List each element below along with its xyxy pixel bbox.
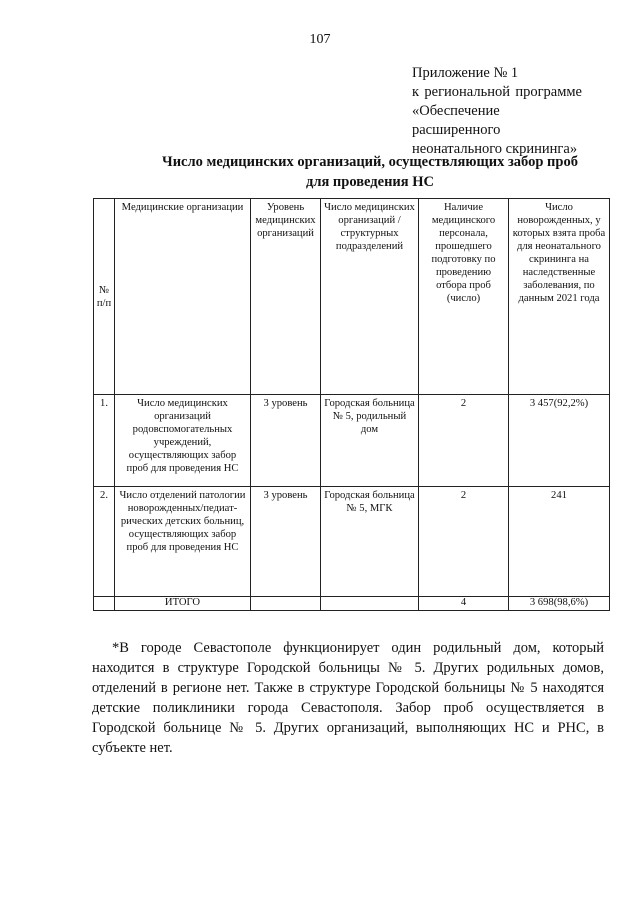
title-line-2: для проведения НС <box>305 174 435 190</box>
row-newborns: 3 457(92,2%) <box>509 395 610 487</box>
row-num: 2. <box>94 487 115 597</box>
total-count-cell <box>321 597 419 611</box>
table-row <box>94 395 610 487</box>
table-row <box>94 487 610 597</box>
row-count: Городская больница № 5, МГК <box>321 487 419 597</box>
header-organizations: Медицинские организации <box>115 199 251 395</box>
table-header-row <box>94 199 610 395</box>
row-level: 3 уровень <box>251 487 321 597</box>
appendix-line-3: «Обеспечение расширенного <box>412 103 501 138</box>
header-level: Уровень медицинских организаций <box>251 199 321 395</box>
total-staff: 4 <box>419 597 509 611</box>
row-newborns: 241 <box>509 487 610 597</box>
header-newborns: Число новорожденных, у которых взята проба для неонатального скрининга на наследственные заболевания, по данным 2021 года <box>509 199 610 395</box>
row-organization: Число медицинских организаций родовспомогательных учреждений, осуществляющих забор проб для проведения НС <box>115 395 251 487</box>
total-level-cell <box>251 597 321 611</box>
header-count: Число медицинских организаций /структурных подразделений <box>321 199 419 395</box>
row-level: 3 уровень <box>251 395 321 487</box>
total-num-cell <box>94 597 115 611</box>
header-num: № п/п <box>94 199 115 395</box>
appendix-line-1: Приложение № 1 <box>412 65 519 81</box>
header-staff: Наличие медицинского персонала, прошедшего подготовку по проведению отбора проб (число) <box>419 199 509 395</box>
footnote-text: *В городе Севастополе функционирует один родильный дом, который находится в структуре Городской больницы № 5. Других родильных домов, отделений в регионе нет. Также в структуре Городской больницы № 5 находятся детские поликлиники города Севастополя. Забор проб осуществляется в Городской больнице № 5. Других организаций, выполняющих НС и РНС, в субъекте нет. <box>92 640 604 756</box>
footnote <box>92 638 604 758</box>
table-total-row <box>94 597 610 611</box>
row-num: 1. <box>94 395 115 487</box>
page-number: 107 <box>309 32 331 47</box>
appendix-header <box>412 64 582 159</box>
document-title <box>90 152 640 192</box>
row-staff: 2 <box>419 395 509 487</box>
total-label: ИТОГО <box>115 597 251 611</box>
row-organization: Число отделений патологии новорожденных/педиат-рических детских больниц, осуществляющих забор проб для проведения НС <box>115 487 251 597</box>
total-newborns: 3 698(98,6%) <box>509 597 610 611</box>
row-count: Городская больница № 5, родильный дом <box>321 395 419 487</box>
title-line-1: Число медицинских организаций, осуществляющих забор проб <box>162 154 578 170</box>
organizations-table <box>93 198 610 611</box>
row-staff: 2 <box>419 487 509 597</box>
appendix-line-4: неонатального скрининга» <box>412 141 578 157</box>
appendix-line-2: к региональной программе <box>412 84 582 100</box>
